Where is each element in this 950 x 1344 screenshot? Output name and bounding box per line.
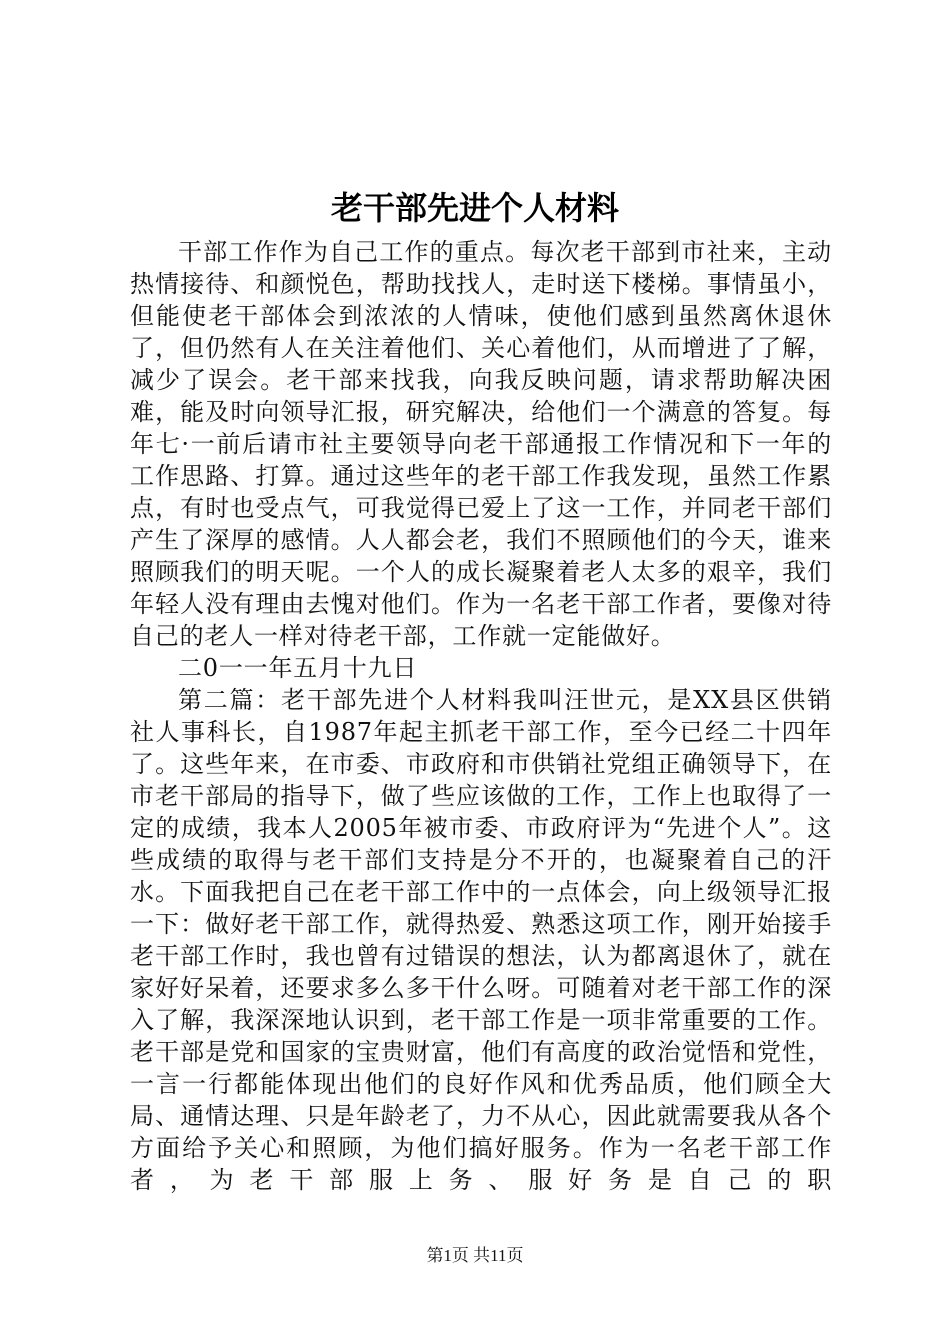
paragraph-2: 第二篇：老干部先进个人材料我叫汪世元，是XX县区供销社人事科长，自1987年起主抓老干部工作，至今已经二十四年了。这些年来，在市委、市政府和市供销社党组正确领导下，在市老干部局的指导下，做了些应该做的工作，工作上也取得了一定的成绩，我本人2005年被市委、市政府评为“先进个人”。这些成绩的取得与老干部们支持是分不开的，也凝聚着自己的汗水。下面我把自己在老干部工作中的一点体会，向上级领导汇报一下：做好老干部工作，就得热爱、熟悉这项工作，刚开始接手老干部工作时，我也曾有过错误的想法，认为都离退休了，就在家好好呆着，还要求多么多干什么呀。可随着对老干部工作的深入了解，我深深地认识到，老干部工作是一项非常重要的工作。老干部是党和国家的宝贵财富，他们有高度的政治觉悟和党性，一言一行都能体现出他们的良好作风和优秀品质，他们顾全大局、通情达理、只是年龄老了，力不从心，因此就需要我从各个方面给予关心和照顾，为他们搞好服务。作为一名老干部工作者，为老干部服上务、服好务是自己的职 bbox=[130, 686, 832, 1194]
document-title: 老干部先进个人材料 bbox=[330, 189, 619, 227]
paragraph-1: 干部工作作为自己工作的重点。每次老干部到市社来，主动热情接待、和颜悦色，帮助找找人，走时送下楼梯。事情虽小，但能使老干部体会到浓浓的人情味，使他们感到虽然离休退休了，但仍然有人在关注着他们、关心着他们，从而增进了了解，减少了误会。老干部来找我，向我反映问题，请求帮助解决困难，能及时向领导汇报，研究解决，给他们一个满意的答复。每年七·一前后请市社主要领导向老干部通报工作情况和下一年的工作思路、打算。通过这些年的老干部工作我发现，虽然工作累点，有时也受点气，可我觉得已爱上了这一工作，并同老干部们产生了深厚的感情。人人都会老，我们不照顾他们的今天，谁来照顾我们的明天呢。一个人的成长凝聚着老人太多的艰辛，我们年轻人没有理由去愧对他们。作为一名老干部工作者，要像对待自己的老人一样对待老干部，工作就一定能做好。 bbox=[130, 238, 832, 650]
paragraph-date: 二0一一年五月十九日 bbox=[178, 654, 418, 682]
document-body bbox=[130, 236, 832, 1196]
page-footer: 第1页 共11页 bbox=[426, 1246, 524, 1265]
